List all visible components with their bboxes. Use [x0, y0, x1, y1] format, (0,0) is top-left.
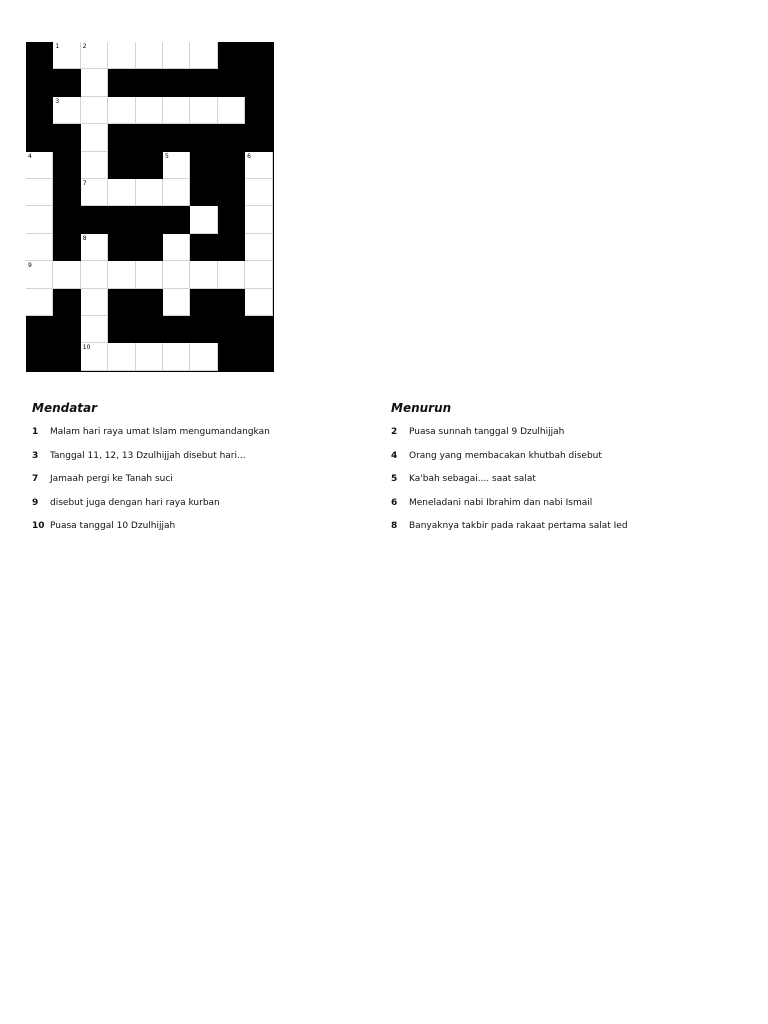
clue-text: Ka'bah sebagai.... saat salat	[409, 474, 536, 484]
clue-text: disebut juga dengan hari raya kurban	[50, 497, 220, 508]
crossword-block	[108, 234, 135, 261]
crossword-block	[53, 69, 80, 96]
crossword-block	[53, 343, 80, 370]
crossword-cell[interactable]	[81, 152, 108, 179]
crossword-block	[108, 206, 135, 233]
crossword-block	[81, 206, 108, 233]
crossword-block	[245, 124, 272, 151]
crossword-block	[218, 206, 245, 233]
crossword-block	[190, 316, 217, 343]
crossword-block	[245, 316, 272, 343]
crossword-block	[53, 289, 80, 316]
crossword-block	[136, 152, 163, 179]
crossword-cell[interactable]	[53, 97, 80, 124]
crossword-cell[interactable]	[245, 289, 272, 316]
crossword-block	[26, 343, 53, 370]
crossword-block	[53, 206, 80, 233]
crossword-cell[interactable]	[26, 152, 53, 179]
crossword-block	[108, 316, 135, 343]
crossword-cell[interactable]	[245, 261, 272, 288]
crossword-block	[218, 69, 245, 96]
crossword-block	[26, 42, 53, 69]
clue-number: 10	[32, 521, 45, 531]
clue-number: 1	[32, 427, 39, 437]
crossword-block	[190, 152, 217, 179]
crossword-cell[interactable]	[81, 42, 108, 69]
clue-text: Jamaah pergi ke Tanah suci	[50, 474, 173, 484]
cell-number: 4	[28, 152, 32, 160]
down-heading: Menurun	[391, 401, 452, 415]
crossword-block	[245, 343, 272, 370]
crossword-block	[108, 69, 135, 96]
crossword-block	[218, 343, 245, 370]
crossword-cell[interactable]	[81, 179, 108, 206]
cell-number: 10	[82, 344, 91, 352]
crossword-block	[218, 316, 245, 343]
crossword-cell[interactable]	[81, 124, 108, 151]
crossword-block	[163, 69, 190, 96]
crossword-block	[190, 179, 217, 206]
crossword-cell[interactable]	[190, 206, 217, 233]
crossword-cell[interactable]	[26, 234, 53, 261]
clue-item	[32, 473, 372, 497]
crossword-block	[26, 316, 53, 343]
crossword-cell[interactable]	[163, 97, 190, 124]
crossword-cell[interactable]	[108, 261, 135, 288]
crossword-cell[interactable]	[163, 261, 190, 288]
crossword-cell[interactable]	[53, 261, 80, 288]
clue-number: 9	[32, 497, 39, 508]
crossword-block	[136, 289, 163, 316]
crossword-block	[53, 152, 80, 179]
crossword-block	[245, 97, 272, 124]
crossword-cell[interactable]	[26, 206, 53, 233]
crossword-cell[interactable]	[163, 42, 190, 69]
crossword-cell[interactable]	[81, 234, 108, 261]
crossword-block	[190, 234, 217, 261]
crossword-cell[interactable]	[163, 289, 190, 316]
crossword-block	[245, 42, 272, 69]
cell-number: 5	[164, 152, 169, 160]
clue-text: Puasa tanggal 10 Dzulhijjah	[50, 521, 176, 531]
crossword-block	[136, 234, 163, 261]
clue-number: 6	[391, 497, 398, 508]
crossword-cell[interactable]	[108, 179, 135, 206]
crossword-block	[218, 152, 245, 179]
clue-item	[32, 426, 372, 450]
crossword-block	[136, 69, 163, 96]
cell-number: 2	[82, 43, 87, 50]
crossword-block	[108, 124, 135, 151]
crossword-block	[26, 124, 53, 151]
clue-number: 5	[391, 474, 398, 484]
crossword-block	[136, 206, 163, 233]
crossword-cell[interactable]	[81, 316, 108, 343]
crossword-block	[218, 42, 245, 69]
clue-text: Malam hari raya umat Islam mengumandangkan	[50, 427, 270, 437]
crossword-cell[interactable]	[190, 97, 217, 124]
crossword-cell[interactable]	[81, 97, 108, 124]
crossword-cell[interactable]	[26, 179, 53, 206]
crossword-block	[163, 316, 190, 343]
clue-text: Puasa sunnah tanggal 9 Dzulhijjah	[409, 427, 565, 437]
crossword-cell[interactable]	[136, 343, 163, 370]
crossword-cell[interactable]	[81, 289, 108, 316]
crossword-block	[218, 289, 245, 316]
crossword-cell[interactable]	[108, 97, 135, 124]
crossword-block	[136, 124, 163, 151]
clue-text: Meneladani nabi Ibrahim dan nabi Ismail	[409, 497, 593, 508]
crossword-cell[interactable]	[190, 42, 217, 69]
crossword-cell[interactable]	[108, 343, 135, 370]
crossword-block	[245, 69, 272, 96]
crossword-cell[interactable]	[190, 343, 217, 370]
cell-number: 9	[28, 262, 32, 270]
clue-item	[391, 520, 731, 544]
clue-number: 3	[32, 450, 39, 461]
crossword-cell[interactable]	[136, 179, 163, 206]
crossword-block	[53, 234, 80, 261]
clue-text: Tanggal 11, 12, 13 Dzulhijjah disebut hari...	[50, 450, 246, 461]
crossword-block	[190, 124, 217, 151]
clue-item	[32, 450, 372, 474]
crossword-cell[interactable]	[245, 152, 272, 179]
crossword-cell[interactable]	[26, 261, 53, 288]
crossword-cell[interactable]	[136, 97, 163, 124]
crossword-cell[interactable]	[136, 42, 163, 69]
cell-number: 1	[55, 43, 60, 50]
clue-item	[391, 497, 731, 521]
clue-item	[391, 450, 731, 474]
cell-number: 8	[82, 234, 87, 242]
crossword-cell[interactable]	[190, 261, 217, 288]
crossword-block	[190, 69, 217, 96]
crossword-block	[53, 179, 80, 206]
cell-number: 7	[82, 179, 87, 187]
crossword-cell[interactable]	[136, 261, 163, 288]
crossword-block	[218, 179, 245, 206]
crossword-block	[218, 124, 245, 151]
crossword-block	[26, 69, 53, 96]
clue-number: 8	[391, 521, 398, 531]
clues-down	[391, 400, 731, 544]
crossword-cell[interactable]	[163, 343, 190, 370]
crossword-cell[interactable]	[163, 179, 190, 206]
crossword-block	[163, 124, 190, 151]
crossword-block	[26, 97, 53, 124]
crossword-block	[136, 316, 163, 343]
clue-item	[32, 497, 372, 521]
crossword-cell[interactable]	[245, 234, 272, 261]
clue-text: Orang yang membacakan khutbah disebut	[409, 450, 602, 461]
crossword-cell[interactable]	[245, 179, 272, 206]
clue-item	[32, 520, 372, 544]
clue-number: 7	[32, 474, 39, 484]
clue-number: 4	[391, 450, 398, 461]
cell-number: 3	[55, 97, 60, 105]
crossword-cell[interactable]	[163, 152, 190, 179]
clue-item	[391, 473, 731, 497]
crossword-block	[108, 289, 135, 316]
crossword-cell[interactable]	[53, 42, 80, 69]
crossword-cell[interactable]	[245, 206, 272, 233]
clue-item	[391, 426, 731, 450]
crossword-cell[interactable]	[218, 261, 245, 288]
crossword-cell[interactable]	[81, 261, 108, 288]
crossword-cell[interactable]	[81, 343, 108, 370]
crossword-cell[interactable]	[26, 289, 53, 316]
crossword-cell[interactable]	[163, 234, 190, 261]
crossword-block	[108, 152, 135, 179]
across-heading: Mendatar	[32, 401, 98, 415]
crossword-grid	[26, 42, 274, 372]
clues-across	[32, 400, 372, 544]
crossword-block	[53, 124, 80, 151]
crossword-block	[218, 234, 245, 261]
crossword-block	[190, 289, 217, 316]
cell-number: 6	[247, 152, 251, 160]
crossword-block	[163, 206, 190, 233]
clue-number: 2	[391, 427, 398, 437]
crossword-cell[interactable]	[218, 97, 245, 124]
clue-text: Banyaknya takbir pada rakaat pertama salat Ied	[409, 521, 628, 531]
crossword-block	[53, 316, 80, 343]
crossword-cell[interactable]	[81, 69, 108, 96]
crossword-cell[interactable]	[108, 42, 135, 69]
